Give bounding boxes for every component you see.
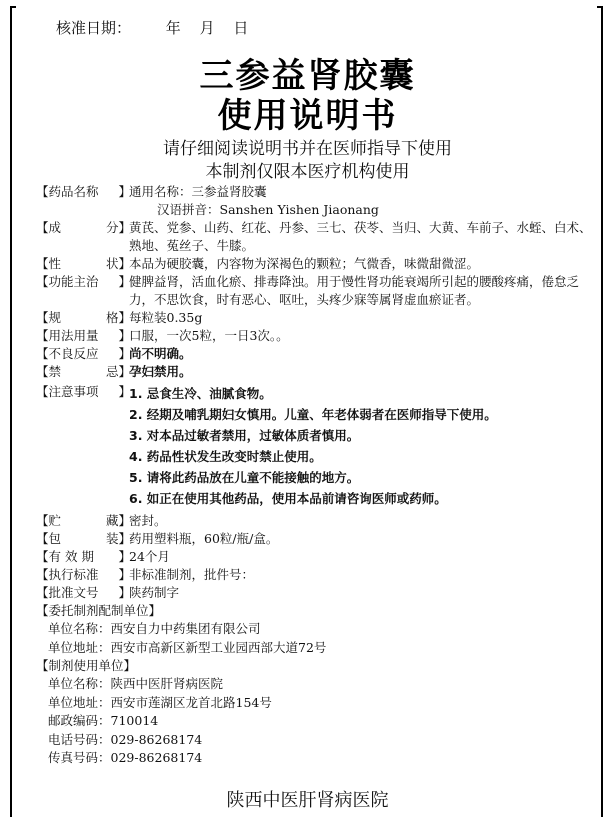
precaution-item: 1. 忌食生冷、油腻食物。 [129,386,272,401]
section-indication [36,273,598,309]
user-unit-name: 单位名称：陕西中医肝肾病医院 [48,676,224,691]
section-label: 【 规 格 】 [36,310,132,325]
entrusted-unit-address: 单位地址：西安市高新区新型工业园西部大道72号 [48,639,327,655]
product-title: 三参益肾胶囊 [199,56,416,96]
section-label: 【 批准文号 】 [36,585,132,600]
entrusted-unit-heading: 【委托制剂配制单位】 [36,603,162,618]
section-label: 【 功能主治 】 [36,274,132,289]
section-label: 【 包 装 】 [36,531,132,546]
frame-corner-top-left [10,6,16,8]
usage-value: 口服，一次5粒，一日3次。。 [129,328,289,343]
precaution-item: 5. 请将此药品放在儿童不能接触的地方。 [129,470,360,485]
approval-date-fields [166,19,263,37]
document-title: 使用说明书 [217,96,398,136]
section-label: 【 性 状 】 [36,256,132,271]
section-precautions [36,383,598,509]
precaution-item: 2. 经期及哺乳期妇女慎用。儿童、年老体弱者在医师指导下使用。 [129,407,497,422]
character-value: 本品为硬胶囊，内容物为深褐色的颗粒；气微香，味微甜微涩。 [129,256,480,271]
section-contraindication [36,363,598,381]
precaution-item: 6. 如正在使用其他药品，使用本品前请咨询医师或药师。 [129,491,447,506]
approval-year: 年 [165,19,181,37]
section-label: 【 成 分 】 [36,220,132,235]
precaution-item: 3. 对本品过敏者禁用，过敏体质者慎用。 [129,428,360,443]
generic-name: 通用名称：三参益肾胶囊 [129,184,267,199]
approval-date-label: 核准日期： [56,19,132,37]
section-label: 【 注意事项 】 [36,384,132,399]
section-label: 【 药品名称 】 [36,184,132,199]
approval-day: 日 [233,19,249,37]
approval-number-value: 陕药制字 [129,585,180,600]
section-label: 【 贮 藏 】 [36,513,132,528]
package-value: 药用塑料瓶，60粒/瓶/盒。 [129,531,279,546]
section-package [36,530,598,548]
section-usage [36,327,598,345]
subtitle-restriction: 本制剂仅限本医疗机构使用 [205,162,410,182]
section-drug-name [36,183,598,219]
section-spec [36,309,598,327]
user-unit-phone: 电话号码：029-86268174 [48,731,203,747]
precaution-item: 4. 药品性状发生改变时禁止使用。 [129,449,322,464]
user-unit-fax: 传真号码：029-86268174 [48,750,203,765]
section-standard [36,566,598,584]
section-character [36,255,598,273]
section-adverse [36,345,598,363]
user-unit-address: 单位地址：西安市莲湖区龙首北路154号 [48,694,272,710]
subtitle-instruction: 请仔细阅读说明书并在医师指导下使用 [163,139,452,159]
approval-date [56,17,292,38]
section-composition [36,219,598,255]
section-label: 【 不良反应 】 [36,346,132,361]
section-validity [36,548,598,566]
section-label: 【 执行标准 】 [36,567,132,582]
contraindication-value: 孕妇禁用。 [129,364,192,379]
validity-value: 24个月 [129,549,170,564]
section-label: 【 禁 忌 】 [36,364,132,379]
adverse-value: 尚不明确。 [129,346,192,361]
user-unit-postcode: 邮政编码：710014 [48,713,159,728]
leaflet-body [36,183,598,768]
indication-value: 健脾益肾，活血化瘀、排毒降浊。用于慢性肾功能衰竭所引起的腰酸疼痛，倦怠乏力，不思饮食，时有恶心、呕吐，头疼少寐等属肾虚血瘀证者。 [129,274,580,307]
storage-value: 密封。 [129,513,167,528]
section-approval-number [36,584,598,602]
standard-value: 非标准制剂，批件号： [129,567,255,582]
approval-month: 月 [199,19,215,37]
section-label: 【 有 效 期 】 [36,549,132,564]
user-unit-heading: 【制剂使用单位】 [36,658,137,673]
section-label: 【 用法用量 】 [36,328,132,343]
entrusted-unit-name: 单位名称：西安自力中药集团有限公司 [48,621,261,636]
spec-value: 每粒装0.35g [129,310,203,325]
pinyin-name: 汉语拼音：Sanshen Yishen Jiaonang [157,202,379,217]
section-storage [36,512,598,530]
footer-hospital-name: 陕西中医肝肾病医院 [226,790,389,811]
frame-corner-top-right [597,6,603,8]
composition-value: 黄芪、党参、山药、红花、丹参、三七、茯苓、当归、大黄、车前子、水蛭、白术、熟地、菟丝子、牛膝。 [129,220,592,253]
